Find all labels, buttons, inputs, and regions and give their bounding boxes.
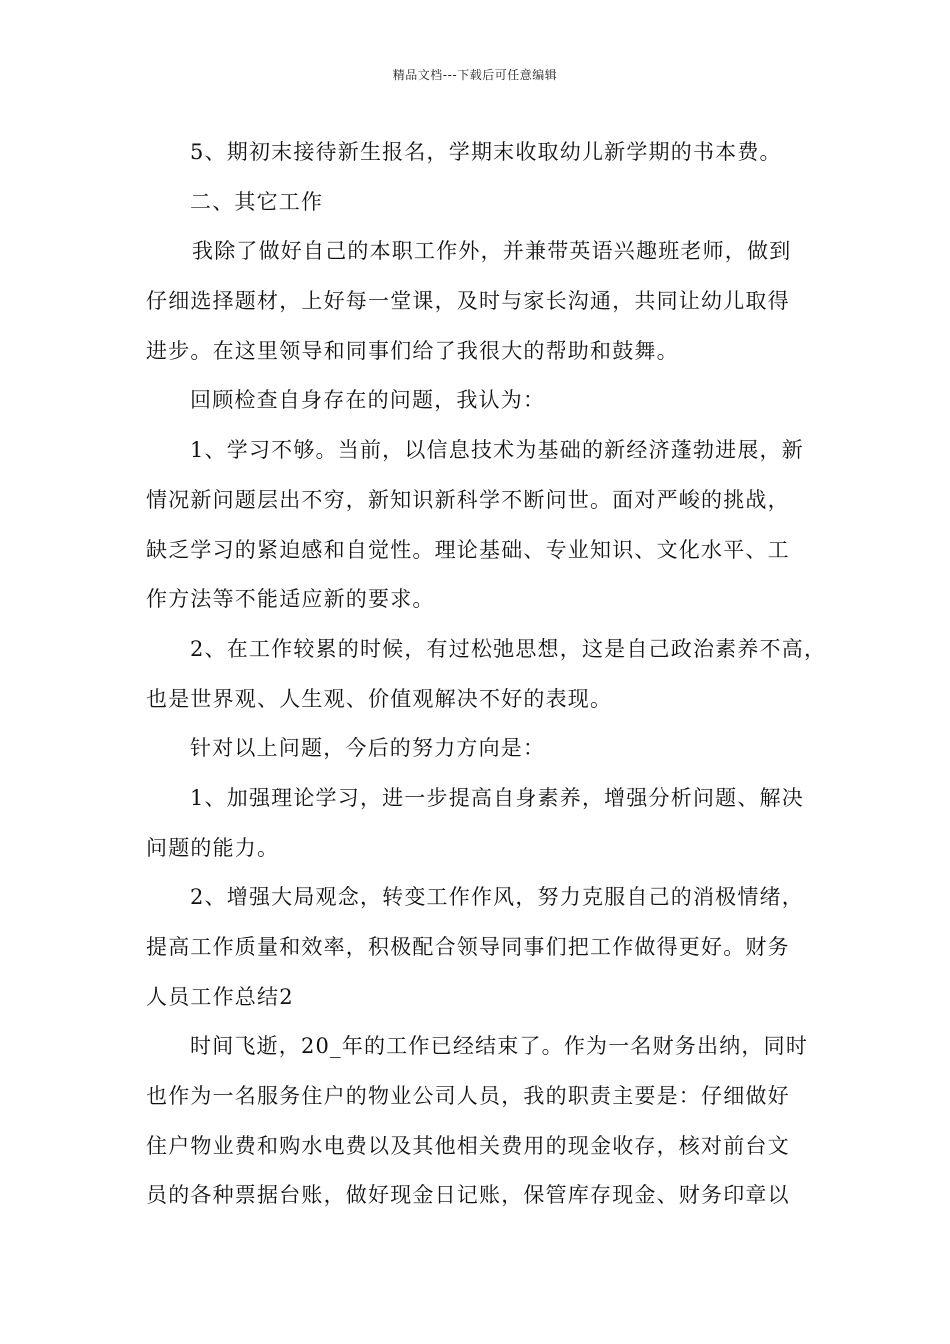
text-line: 也是世界观、人生观、价值观解决不好的表现。	[146, 686, 613, 711]
text-line: 仔细选择题材，上好每一堂课，及时与家长沟通，共同让幼儿取得	[146, 289, 790, 314]
text-line: 回顾检查自身存在的问题，我认为：	[190, 388, 546, 413]
text-line: 提高工作质量和效率，积极配合领导同事们把工作做得更好。财务	[146, 935, 790, 959]
section-heading: 二、其它工作	[190, 189, 324, 214]
text-line: 情况新问题层出不穷，新知识新科学不断问世。面对严峻的挑战，	[146, 487, 790, 512]
text-line: 缺乏学习的紧迫感和自觉性。理论基础、专业知识、文化水平、工	[146, 537, 790, 562]
text-line: 人员工作总结2	[146, 984, 294, 1009]
page-header: 精品文档---下载后可任意编辑	[392, 68, 558, 82]
document-body	[146, 128, 827, 1221]
text-line: 员的各种票据台账，做好现金日记账，保管库存现金、财务印章以	[146, 1183, 790, 1208]
text-line: 1、学习不够。当前，以信息技术为基础的新经济蓬勃进展，新	[190, 438, 804, 463]
text-line: 我除了做好自己的本职工作外，并兼带英语兴趣班老师，做到	[192, 239, 792, 264]
text-line: 住户物业费和购水电费以及其他相关费用的现金收存，核对前台文	[146, 1133, 790, 1158]
text-line: 针对以上问题，今后的努力方向是：	[190, 736, 546, 761]
text-line: 进步。在这里领导和同事们给了我很大的帮助和鼓舞。	[146, 338, 679, 363]
text-line: 也作为一名服务住户的物业公司人员，我的职责主要是：仔细做好	[146, 1084, 790, 1109]
text-line: 2、增强大局观念，转变工作作风，努力克服自己的消极情绪，	[190, 885, 804, 910]
text-line: 作方法等不能适应新的要求。	[146, 587, 435, 612]
text-line: 时间飞逝，20_年的工作已经结束了。作为一名财务出纳，同时	[190, 1034, 809, 1059]
text-line: 问题的能力。	[146, 835, 280, 860]
text-line: 5、期初末接待新生报名，学期末收取幼儿新学期的书本费。	[190, 140, 782, 164]
text-line: 1、加强理论学习，进一步提高自身素养，增强分析问题、解决	[190, 785, 804, 810]
text-line: 2、在工作较累的时候，有过松弛思想，这是自己政治素养不高，	[190, 636, 827, 661]
